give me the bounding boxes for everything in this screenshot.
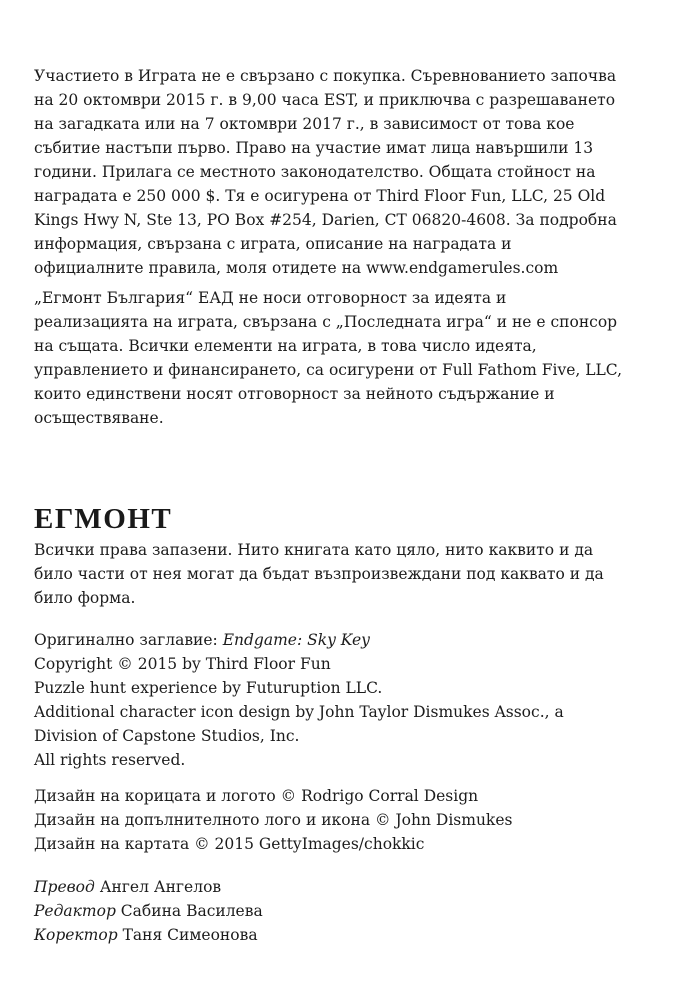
text-line: на 20 октомври 2015 г. в 9,00 часа EST, и приключва с разрешаването	[34, 91, 616, 109]
text-line: управлението и финансирането, са осигурени от Full Fathom Five, LLC,	[34, 361, 623, 379]
text-line: на загадката или на 7 октомври 2017 г., в зависимост от това кое	[34, 115, 575, 133]
credit-line: Puzzle hunt experience by Futuruption LLC.	[34, 679, 383, 697]
person-name: Сабина Василева	[115, 902, 263, 920]
text-line: реализацията на играта, свързана с „Последната игра“ и не е спонсор	[34, 313, 618, 331]
text-line: наградата е 250 000 $. Тя е осигурена от Third Floor Fun, LLC, 25 Old	[34, 187, 606, 205]
credit-line: Division of Capstone Studios, Inc.	[34, 727, 300, 745]
text-line: осъществяване.	[34, 409, 164, 427]
translator-line	[34, 875, 674, 899]
original-title-line	[34, 628, 674, 652]
disclaimer-paragraph	[34, 286, 674, 430]
text-line: години. Прилага се местното законодателство. Общата стойност на	[34, 163, 596, 181]
credit-line: All rights reserved.	[34, 751, 186, 769]
text-line: Участието в Играта не е свързано с покупка. Съревнованието започва	[34, 67, 617, 85]
credit-line: Copyright © 2015 by Third Floor Fun	[34, 655, 331, 673]
text-line: било форма.	[34, 589, 136, 607]
text-line: информация, свързана с играта, описание на наградата и	[34, 235, 512, 253]
contest-rules-paragraph	[34, 64, 674, 280]
rights-paragraph	[34, 538, 674, 610]
publisher-logo: ЕГМОНТ	[34, 503, 173, 535]
original-title-label: Оригинално заглавие:	[34, 631, 223, 649]
staff-credits	[34, 875, 674, 947]
design-credit-line: Дизайн на картата © 2015 GettyImages/chokkic	[34, 835, 425, 853]
text-line: „Егмонт България“ ЕАД не носи отговорност за идеята и	[34, 289, 507, 307]
text-line: на същата. Всички елементи на играта, в това число идеята,	[34, 337, 537, 355]
role-label: Превод	[34, 878, 95, 896]
credit-line: Additional character icon design by John Taylor Dismukes Assoc., a	[34, 703, 564, 721]
design-credit-line: Дизайн на допълнителното лого и икона © John Dismukes	[34, 811, 513, 829]
role-label: Коректор	[34, 926, 118, 944]
design-credits	[34, 784, 674, 856]
design-credit-line: Дизайн на корицата и логото © Rodrigo Corral Design	[34, 787, 479, 805]
editor-line	[34, 899, 674, 923]
text-line: официалните правила, моля отидете на www.endgamerules.com	[34, 259, 559, 277]
text-line: Kings Hwy N, Ste 13, PO Box #254, Darien, CT 06820-4608. За подробна	[34, 211, 617, 229]
person-name: Таня Симеонова	[117, 926, 258, 944]
text-line: било части от нея могат да бъдат възпроизвеждани под каквато и да	[34, 565, 604, 583]
proofreader-line	[34, 923, 674, 947]
original-credits	[34, 628, 674, 772]
text-line: Всички права запазени. Нито книгата като цяло, нито каквито и да	[34, 541, 594, 559]
text-line: които единствени носят отговорност за нейното съдържание и	[34, 385, 555, 403]
original-title: Endgame: Sky Key	[222, 631, 370, 649]
role-label: Редактор	[34, 902, 116, 920]
person-name: Ангел Ангелов	[94, 878, 222, 896]
text-line: събитие настъпи първо. Право на участие имат лица навършили 13	[34, 139, 594, 157]
